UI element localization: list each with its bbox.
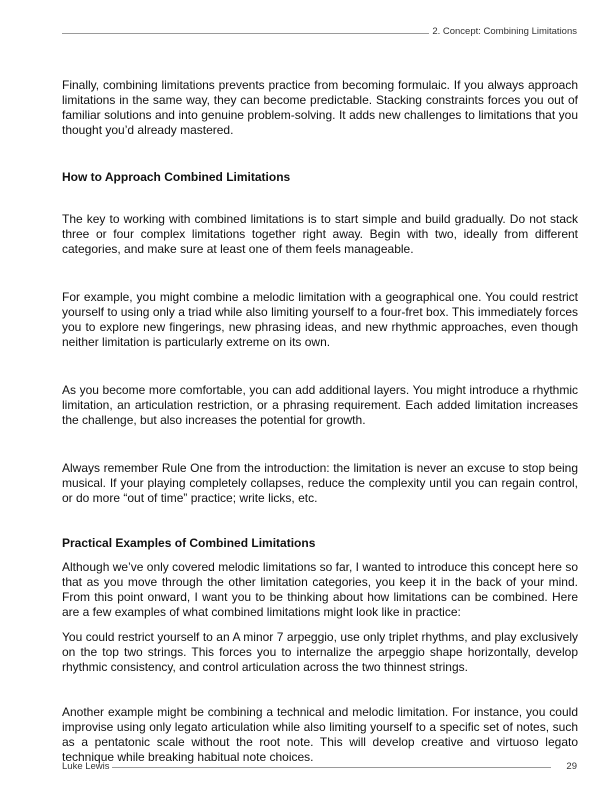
footer-rule: [112, 767, 551, 768]
page-header: [62, 26, 577, 40]
paragraph-2: The key to working with combined limitations is to start simple and build gradually. Do not stack three or four complex limitations together right away. Begin with two, ideally from different categories, and make sure at least one of them feels manageable.: [62, 212, 578, 256]
paragraph-3: For example, you might combine a melodic limitation with a geographical one. You could restrict yourself to using only a triad while also limiting yourself to a four-fret box. This immediately forces you to explore new fingerings, new phrasing ideas, and new rhythmic approaches, even though neither limitation is particularly extreme on its own.: [62, 290, 578, 349]
header-rule: [62, 33, 429, 34]
paragraph-6: Although we’ve only covered melodic limitations so far, I wanted to introduce this concept here so that as you move through the other limitation categories, you keep it in the back of your mind. From this point onward, I want you to be thinking about how limitations can be combined. Here are a few examples of what combined limitations might look like in practice:: [62, 560, 578, 619]
page-number: 29: [566, 761, 577, 772]
paragraph-1: Finally, combining limitations prevents practice from becoming formulaic. If you always approach limitations in the same way, they can become predictable. Stacking constraints forces you out of familiar solutions and into genuine problem-solving. It adds new challenges to limitations that you thought you’d already mastered.: [62, 78, 578, 137]
section-heading-examples: Practical Examples of Combined Limitations: [62, 536, 316, 550]
page-body: [62, 78, 578, 765]
paragraph-7: You could restrict yourself to an A minor 7 arpeggio, use only triplet rhythms, and play exclusively on the top two strings. This forces you to internalize the arpeggio shape horizontally, develop rhythmic consistency, and control articulation across the two thinnest strings.: [62, 630, 578, 674]
section-heading-approach: How to Approach Combined Limitations: [62, 170, 291, 184]
paragraph-4: As you become more comfortable, you can add additional layers. You might introduce a rhythmic limitation, an articulation restriction, or a phrasing requirement. Each added limitation increases the challenge, but also increases the potential for growth.: [62, 383, 578, 427]
page-footer: [62, 761, 577, 775]
paragraph-8: Another example might be combining a technical and melodic limitation. For instance, you could improvise using only legato articulation while also limiting yourself to a specific set of notes, such as a pentatonic scale without the root note. This will develop creative and virtuoso legato technique while breaking habitual note choices.: [62, 705, 578, 764]
chapter-title: 2. Concept: Combining Limitations: [432, 26, 577, 37]
author-name: Luke Lewis: [62, 761, 110, 772]
paragraph-5: Always remember Rule One from the introduction: the limitation is never an excuse to stop being musical. If your playing completely collapses, reduce the complexity until you can regain control, or do more “out of time” practice; write licks, etc.: [62, 461, 578, 505]
